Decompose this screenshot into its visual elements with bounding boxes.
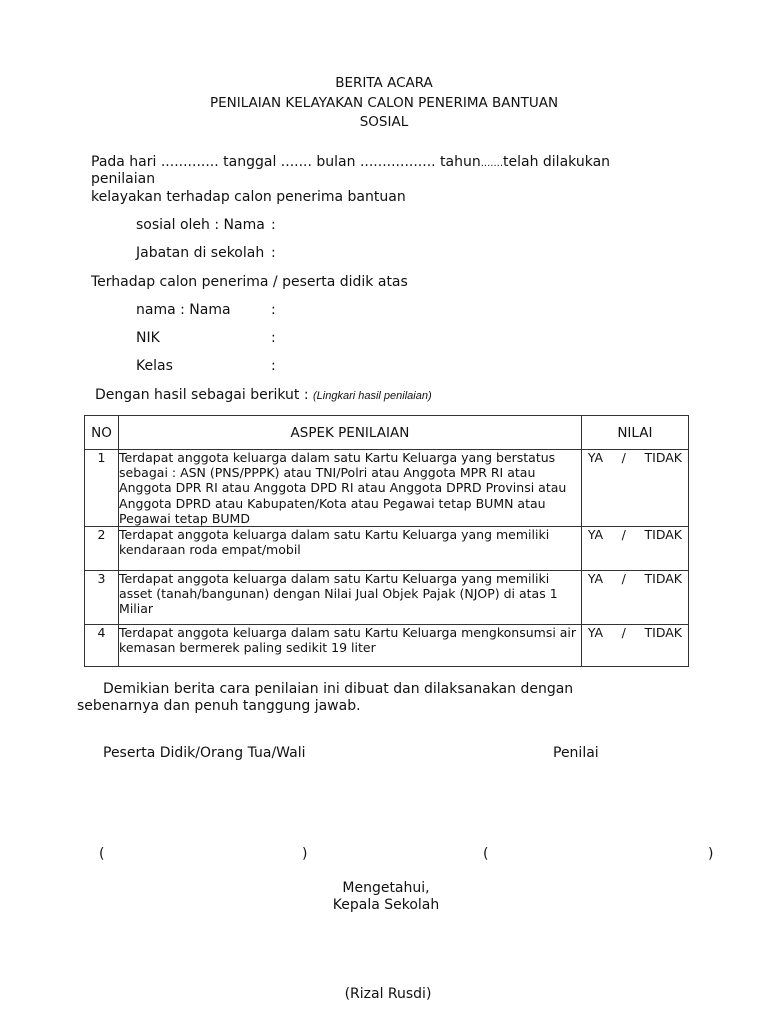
signature-right-label: Penilai — [553, 745, 599, 761]
signature-left-close-paren: ) — [302, 846, 308, 862]
table-header-row — [85, 416, 689, 450]
option-separator: / — [621, 625, 626, 641]
option-tidak[interactable]: TIDAK — [644, 450, 682, 465]
column-header-no: NO — [85, 416, 119, 450]
table-row — [85, 571, 689, 625]
closing-line-2: sebenarnya dan penuh tanggung jawab. — [77, 698, 361, 714]
intro-line-2: penilaian — [91, 171, 156, 187]
option-separator: / — [621, 571, 626, 587]
student-nik-colon: : — [271, 330, 276, 346]
row-value-options[interactable] — [581, 625, 688, 667]
intro-year-dots: ....... — [480, 158, 504, 169]
signature-left-open-paren: ( — [99, 846, 105, 862]
table-row — [85, 625, 689, 667]
assessor-position-label: Jabatan di sekolah — [136, 245, 265, 261]
option-ya[interactable]: YA — [587, 571, 604, 587]
student-nik-label: NIK — [136, 330, 160, 346]
signature-right-close-paren: ) — [708, 846, 714, 862]
document-subtitle: PENILAIAN KELAYAKAN CALON PENERIMA BANTUAN — [209, 95, 559, 111]
option-separator: / — [621, 527, 626, 543]
row-value-options[interactable] — [581, 527, 688, 571]
option-tidak[interactable]: TIDAK — [644, 571, 682, 587]
student-class-colon: : — [271, 358, 276, 374]
signature-right-open-paren: ( — [483, 846, 489, 862]
principal-title: Kepala Sekolah — [332, 897, 440, 913]
row-aspect-text: Terdapat anggota keluarga dalam satu Kartu Keluarga yang memiliki asset (tanah/bangunan) dengan Nilai Jual Objek Pajak (NJOP) di atas 1 Miliar — [119, 571, 582, 625]
row-aspect-text: Terdapat anggota keluarga dalam satu Kartu Keluarga yang memiliki kendaraan roda empat/mobil — [119, 527, 582, 571]
table-row — [85, 450, 689, 527]
result-label-line — [95, 387, 432, 405]
result-label: Dengan hasil sebagai berikut : — [95, 387, 309, 403]
document-subtitle-cont: SOSIAL — [359, 114, 409, 130]
option-tidak[interactable]: TIDAK — [644, 527, 682, 543]
signature-left-label: Peserta Didik/Orang Tua/Wali — [103, 745, 306, 761]
row-value-options[interactable] — [581, 571, 688, 625]
result-note: (Lingkari hasil penilaian) — [313, 390, 432, 402]
intro-line-1-end: telah dilakukan — [503, 154, 611, 170]
intro-line-1 — [91, 154, 610, 172]
intro-line-3: kelayakan terhadap calon penerima bantuan — [91, 189, 406, 205]
row-number: 3 — [85, 571, 119, 625]
row-number: 1 — [85, 450, 119, 527]
closing-line-1: Demikian berita cara penilaian ini dibuat dan dilaksanakan dengan — [103, 681, 574, 697]
student-class-label: Kelas — [136, 358, 173, 374]
row-number: 2 — [85, 527, 119, 571]
intro-date-blanks: Pada hari ............. tanggal ....... bulan ................. tahun — [91, 154, 481, 170]
option-ya[interactable]: YA — [587, 450, 604, 465]
student-name-label: nama : Nama — [136, 302, 231, 318]
option-ya[interactable]: YA — [587, 625, 604, 641]
row-aspect-text: Terdapat anggota keluarga dalam satu Kartu Keluarga mengkonsumsi air kemasan bermerek paling sedikit 19 liter — [119, 625, 582, 667]
column-header-nilai: NILAI — [581, 416, 688, 450]
row-number: 4 — [85, 625, 119, 667]
option-ya[interactable]: YA — [587, 527, 604, 543]
target-heading: Terhadap calon penerima / peserta didik atas — [91, 274, 408, 290]
principal-name: (Rizal Rusdi) — [344, 986, 432, 1002]
column-header-aspek: ASPEK PENILAIAN — [119, 416, 582, 450]
assessor-name-label: sosial oleh : Nama — [136, 217, 265, 233]
assessment-table — [84, 415, 689, 667]
option-separator: / — [621, 450, 626, 465]
assessor-name-colon: : — [271, 217, 276, 233]
acknowledged-label: Mengetahui, — [342, 880, 430, 896]
table-row — [85, 527, 689, 571]
assessor-position-colon: : — [271, 245, 276, 261]
document-title: BERITA ACARA — [335, 75, 433, 91]
student-name-colon: : — [271, 302, 276, 318]
row-value-options[interactable] — [581, 450, 688, 527]
option-tidak[interactable]: TIDAK — [644, 625, 682, 641]
row-aspect-text: Terdapat anggota keluarga dalam satu Kartu Keluarga yang berstatus sebagai : ASN (PNS/PPPK) atau TNI/Polri atau Anggota MPR RI atau Anggota DPR RI atau Anggota DPD RI atau Anggota DPRD Provinsi atau Anggota DPRD atau Kabupaten/Kota atau Pegawai tetap BUMN atau Pegawai tetap BUMD — [119, 450, 582, 527]
